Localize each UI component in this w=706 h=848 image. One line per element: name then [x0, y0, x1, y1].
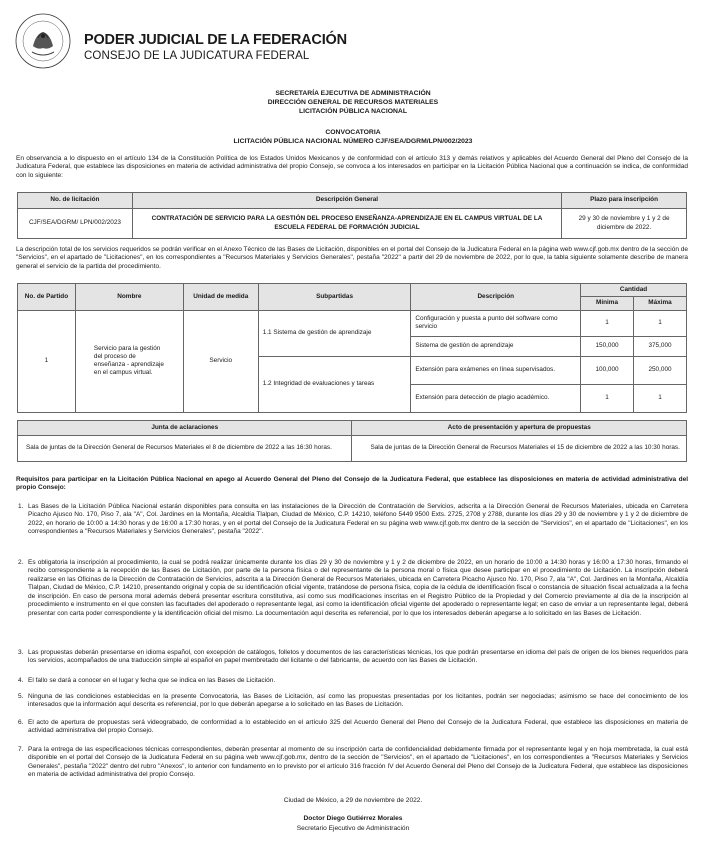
nombre-cell: Servicio para la gestión del proceso de enseñanza - aprendizaje en el campus virtual.: [75, 310, 183, 412]
descripcion-cell: Configuración y puesta a punto del software como servicio: [411, 310, 581, 336]
list-item: [18, 746, 688, 780]
item-number: 7.: [18, 746, 24, 753]
col-header: Descripción General: [132, 193, 561, 209]
licitacion-number: LICITACIÓN PÚBLICA NACIONAL NÚMERO CJF/SEA/DGRM/LPN/002/2023: [233, 138, 473, 146]
events-table: [17, 420, 687, 462]
list-item: [18, 503, 688, 537]
subpartida-cell: 1.2 Integridad de evaluaciones y tareas: [258, 356, 411, 412]
subpartida-cell: 1.1 Sistema de gestión de aprendizaje: [258, 310, 411, 356]
convocatoria-block: [0, 128, 706, 146]
col-header: Cantidad: [581, 284, 687, 297]
deadline-cell: 29 y 30 de noviembre y 1 y 2 de diciembre de 2022.: [562, 209, 687, 239]
list-item: [18, 677, 688, 685]
place-date: Ciudad de México, a 29 de noviembre de 2022.: [283, 797, 423, 804]
signatory-name: Doctor Diego Gutiérrez Morales: [303, 815, 403, 822]
col-header: Acto de presentación y apertura de propuestas: [352, 421, 687, 436]
list-item: [18, 719, 688, 736]
max-cell: 250,000: [634, 356, 687, 384]
partida-cell: 1: [18, 310, 76, 412]
col-header: Plazo para inscripción: [562, 193, 687, 209]
descripcion-cell: Sistema de gestión de aprendizaje: [411, 336, 581, 356]
min-cell: 150,000: [581, 336, 634, 356]
item-number: 4.: [18, 677, 24, 684]
intro-paragraph: En observancia a lo dispuesto en el artículo 134 de la Constitución Política de los Estados Unidos Mexicanos y de conformidad con el artículo 313 y demás relativos y aplicables del Acuerdo General del Pleno del Consejo de la Judicatura Federal, que establece las disposiciones en materia de actividad administrativa del propio Consejo, se convoca a los interesados en participar en la Licitación Pública Nacional que a continuación se indica, de conformidad con lo siguiente:: [16, 155, 688, 179]
list-item: [18, 559, 688, 618]
description-cell: CONTRATACIÓN DE SERVICIO PARA LA GESTIÓN DEL PROCESO ENSEÑANZA-APRENDIZAJE EN EL CAMPUS VIRTUAL DE LA ESCUELA FEDERAL DE FORMACIÓN JUDICIAL: [132, 209, 561, 239]
item-number: 3.: [18, 649, 24, 656]
junta-cell: Sala de juntas de la Dirección General de Recursos Materiales el 8 de diciembre de 2022 a las 16:30 horas.: [18, 436, 352, 462]
acto-cell: Sala de juntas de la Dirección General de Recursos Materiales el 15 de diciembre de 2022 a las 10:30 horas.: [352, 436, 687, 462]
heading-line: LICITACIÓN PÚBLICA NACIONAL: [299, 108, 407, 116]
item-number: 2.: [18, 559, 24, 566]
unidad-cell: Servicio: [183, 310, 258, 412]
heading-line: SECRETARÍA EJECUTIVA DE ADMINISTRACIÓN: [275, 90, 431, 97]
col-header: No. de Partido: [18, 284, 76, 311]
col-header: Subpartidas: [258, 284, 411, 311]
col-header: No. de licitación: [18, 193, 133, 209]
table-row: [18, 310, 687, 336]
item-text: Ninguna de las condiciones establecidas en la presente Convocatoria, las Bases de Licitación, así como las propuestas presentadas por los licitantes, podrán ser negociadas; asimismo se hace del conocimiento de los interesados que la información aquí descrita es referencial, por lo que deberán apegarse a lo solicitado en las Bases de Licitación.: [28, 693, 688, 709]
col-header: Junta de aclaraciones: [18, 421, 352, 436]
item-number: 1.: [18, 503, 24, 510]
item-number: 6.: [18, 719, 24, 726]
item-text: Para la entrega de las especificaciones técnicas correspondientes, deberán presentar al momento de su inscripción carta de confidencialidad debidamente firmada por el representante legal y en hoja membretada, la cual está disponible en el portal del Consejo de la Judicatura Federal en su página web www.cjf.gob.mx, dentro de la sección de "Servicios", en el apartado de "Licitaciones", en los correspondientes a "Recursos Materiales y Servicios Generales", pestaña "2022" dentro del rubro "Anexos", lo anterior con fundamento en lo previsto por el artículo 316 fracción IV del Acuerdo General del Pleno del Consejo de la Judicatura Federal, que establece las disposiciones en materia de actividad administrativa del propio Consejo.: [28, 746, 688, 779]
org-name: PODER JUDICIAL DE LA FEDERACIÓN: [84, 32, 347, 48]
max-cell: 1: [634, 384, 687, 412]
partidas-table: [17, 283, 687, 413]
document-header: [14, 12, 694, 68]
col-header: Nombre: [75, 284, 183, 311]
description-paragraph: La descripción total de los servicios requeridos se podrán verificar en el Anexo Técnico de las Bases de Licitación, disponibles en el portal del Consejo de la Judicatura Federal en la página web www.cjf.gob.mx dentro de la sección de "Servicios", en el apartado de "Licitaciones", en los correspondientes a "Recursos Materiales y Servicios Generales", pestaña "2022" a partir del 29 de noviembre de 2022, por lo que, la tabla siguiente solamente describe de manera general el servicio de la partida del procedimiento.: [16, 246, 688, 270]
item-text: Es obligatoria la inscripción al procedimiento, la cual se podrá realizar únicamente durante los días 29 y 30 de noviembre y 1 y 2 de diciembre de 2022, en un horario de 10:00 a 14:30 horas y 16:00 a 17:30 horas, firmando el recibo correspondiente a la recepción de las Bases de Licitación, por parte de la persona física o del representante de la persona moral o física que desee participar en el procedimiento de Licitación. La inscripción deberá realizarse en las Oficinas de la Dirección de Contratación de Servicios, adscrita a la Dirección General de Recursos Materiales, ubicada en Carretera Picacho Ajusco No. 170, Piso 7, ala "A", Col. Jardines en la Montaña, Alcaldía Tlalpan, Ciudad de México, C.P. 14210, presentando original y copia de su identificación oficial vigente, tratándose de persona física, copia de la cédula de identificación fiscal o constancia de situación fiscal actualizada a la fecha de inscripción. En caso de persona moral además deberá presentar escritura constitutiva, así como sus modificaciones inscritas en el Registro Público de la Propiedad y del Comercio previamente al día de la inscripción al procedimiento e instrumento en el que consten las facultades del apoderado o representante legal, así como la identificación oficial vigente del apoderado o representante legal; en caso de enviar a un representante legal, deberá presentar con carta poder correspondiente y la identificación oficial del mismo. La documentación aquí descrita es referencial, por lo que los interesados deberán apegarse a lo solicitado en las Bases de Licitación.: [28, 559, 688, 617]
item-text: Las Bases de la Licitación Pública Nacional estarán disponibles para consulta en las instalaciones de la Dirección de Contratación de Servicios, adscrita a la Dirección General de Recursos Materiales, ubicada en Carretera Picacho Ajusco No. 170, Piso 7, ala "A", Col. Jardines en la Montaña, Alcaldía Tlalpan, Ciudad de México, C.P. 14210, teléfono 5449 9500 Exts. 2725, 2708 y 2788, durante los días 29 y 30 de noviembre y 1 y 2 de diciembre de 2022, en horario de 10:00 a 14:30 horas y de 16:00 a 17:30 horas, y en el portal del Consejo de la Judicatura Federal en su página web www.cjf.gob.mx dentro de la sección de "Servicios", en el apartado de "Licitaciones", en los correspondientes a "Recursos Materiales y Servicios Generales", pestaña "2022".: [28, 503, 688, 536]
heading-line: CONVOCATORIA: [325, 129, 381, 136]
list-item: [18, 649, 688, 666]
item-text: El acto de apertura de propuestas será videograbado, de conformidad a lo establecido en el artículo 325 del Acuerdo General del Pleno del Consejo de la Judicatura Federal, que establece las disposiciones en materia de actividad administrativa del propio Consejo.: [28, 719, 688, 735]
max-cell: 1: [634, 310, 687, 336]
heading-line: DIRECCIÓN GENERAL DE RECURSOS MATERIALES: [267, 99, 439, 107]
min-cell: 100,000: [581, 356, 634, 384]
min-cell: 1: [581, 384, 634, 412]
list-item: [18, 693, 688, 710]
heading-block: [0, 89, 706, 117]
descripcion-cell: Extensión para detección de plagio académico.: [411, 384, 581, 412]
col-header: Mínima: [581, 297, 634, 310]
licitacion-number-cell: CJF/SEA/DGRM/ LPN/002/2023: [18, 209, 133, 239]
col-header: Descripción: [411, 284, 581, 311]
max-cell: 375,000: [634, 336, 687, 356]
item-text: El fallo se dará a conocer en el lugar y fecha que se indica en las Bases de Licitación.: [28, 677, 276, 684]
national-seal-icon: [14, 12, 72, 70]
item-number: 5.: [18, 693, 24, 700]
descripcion-cell: Extensión para exámenes en línea supervisados.: [411, 356, 581, 384]
col-header: Máxima: [634, 297, 687, 310]
licitacion-table: [17, 192, 687, 239]
signatory-title: Secretario Ejecutivo de Administración: [296, 825, 410, 832]
col-header: Unidad de medida: [183, 284, 258, 311]
requirements-title: Requisitos para participar en la Licitación Pública Nacional en apego al Acuerdo General del Pleno del Consejo de la Judicatura Federal, que establece las disposiciones en materia de actividad administrativa del propio Consejo:: [16, 476, 688, 492]
min-cell: 1: [581, 310, 634, 336]
org-subtitle: CONSEJO DE LA JUDICATURA FEDERAL: [84, 50, 310, 62]
item-text: Las propuestas deberán presentarse en idioma español, con excepción de catálogos, folletos y documentos de las características técnicas, los que podrán presentarse en idioma del país de origen de los bienes requeridos para los servicios, acompañados de una traducción simple al español en papel membretado del licitante o del fabricante, de acuerdo con las Bases de Licitación.: [28, 649, 688, 665]
